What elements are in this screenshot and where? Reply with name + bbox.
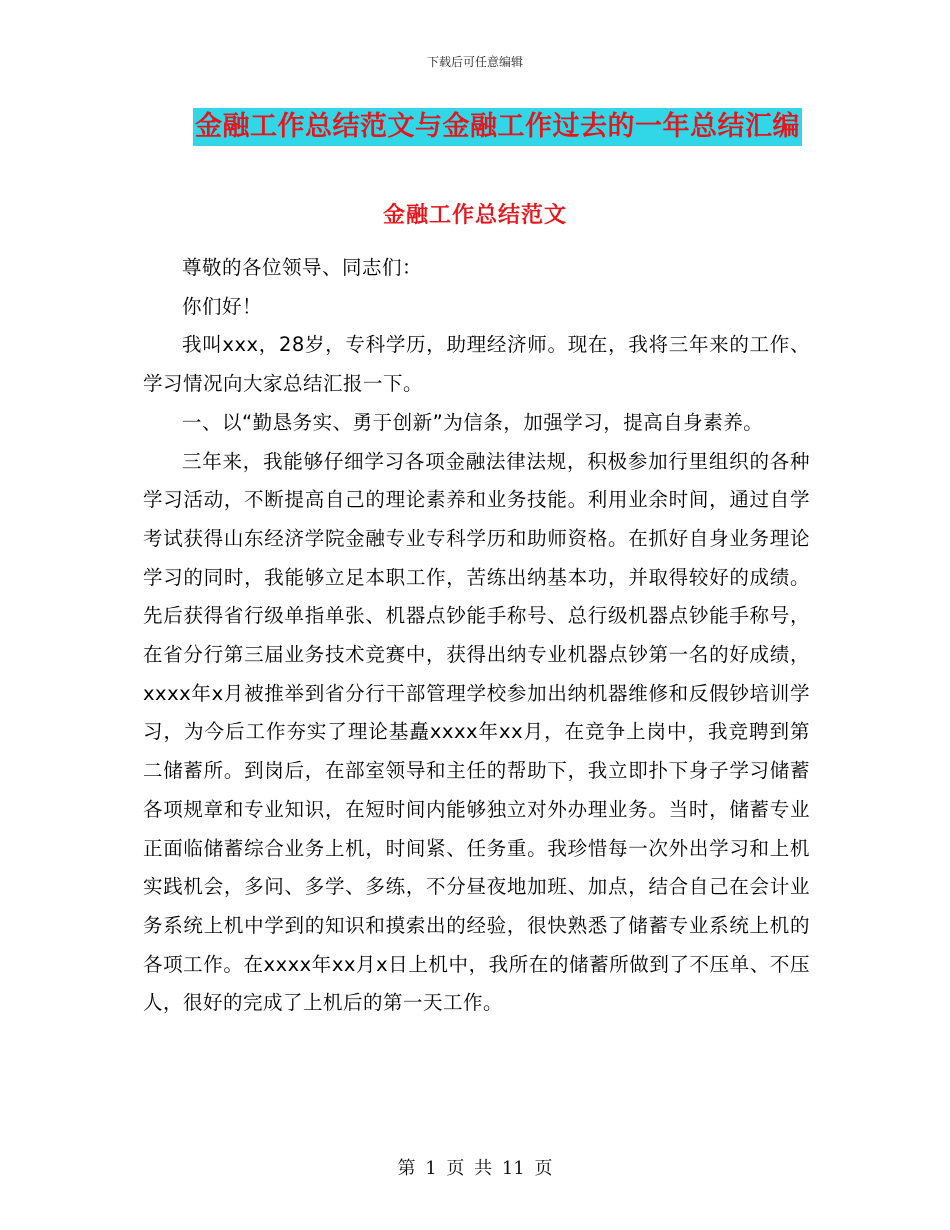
page-indicator: 第 1 页 共 11 页 bbox=[397, 1158, 553, 1179]
greeting: 你们好！ bbox=[182, 294, 263, 318]
body-paragraph: 三年来，我能够仔细学习各项金融法律法规，积极参加行里组织的各种学习活动，不断提高自己的理论素养和业务技能。利用业余时间，通过自学考试获得山东经济学院金融专业专科学历和助师资格。在抓好自身业务理论学习的同时，我能够立足本职工作，苦练出纳基本功，并取得较好的成绩。先后获得省行级单指单张、机器点钞能手称号、总行级机器点钞能手称号，在省分行第三届业务技术竞赛中，获得出纳专业机器点钞第一名的好成绩，xxxx年x月被推举到省分行干部管理学校参加出纳机器维修和反假钞培训学习，为今后工作夯实了理论基矗xxxx年xx月，在竞争上岗中，我竞聘到第二储蓄所。到岗后，在部室领导和主任的帮助下，我立即扑下身子学习储蓄各项规章和专业知识，在短时间内能够独立对外办理业务。当时，储蓄专业正面临储蓄综合业务上机，时间紧、任务重。我珍惜每一次外出学习和上机实践机会，多问、多学、多练，不分昼夜地加班、加点，结合自己在会计业务系统上机中学到的知识和摸索出的经验，很快熟悉了储蓄专业系统上机的各项工作。在xxxx年xx月x日上机中，我所在的储蓄所做到了不压单、不压人，很好的完成了上机后的第一天工作。 bbox=[143, 449, 810, 1015]
main-title-container bbox=[0, 108, 950, 146]
header-note: 下载后可任意编辑 bbox=[426, 55, 523, 69]
body-paragraph: 我叫xxx，28岁，专科学历，助理经济师。现在，我将三年来的工作、学习情况向大家总结汇报一下。 bbox=[143, 333, 810, 396]
section-title: 金融工作总结范文 bbox=[382, 203, 567, 228]
section-heading: 一、以“勤恳务实、勇于创新”为信条，加强学习，提高自身素养。 bbox=[182, 410, 764, 434]
salutation: 尊敬的各位领导、同志们： bbox=[182, 256, 423, 279]
main-title: 金融工作总结范文与金融工作过去的一年总结汇编 bbox=[193, 108, 802, 146]
document-body bbox=[143, 249, 810, 1023]
